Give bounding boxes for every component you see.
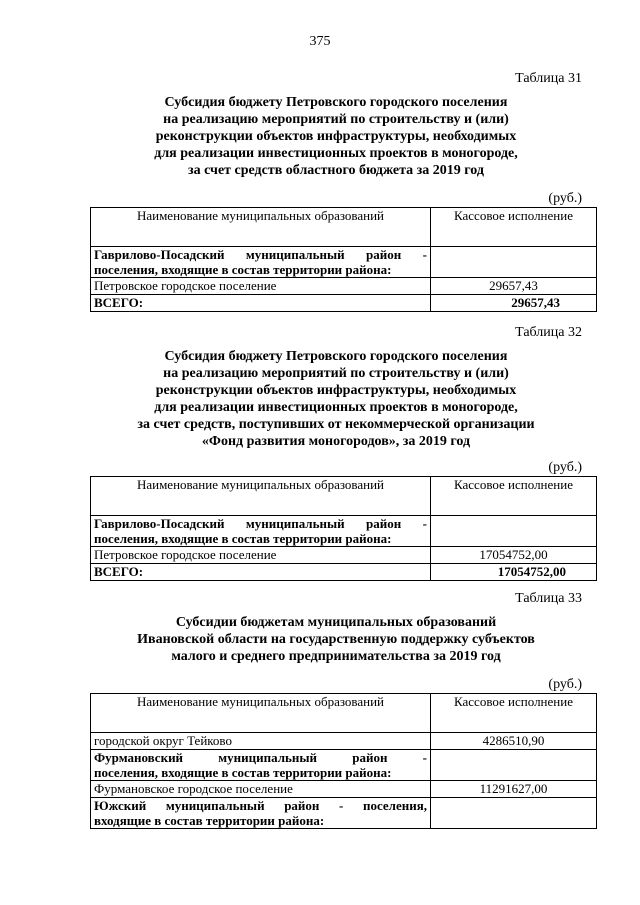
column-header-name: Наименование муниципальных образований [91, 208, 431, 247]
data-table [90, 476, 597, 581]
group-value-cell [431, 750, 597, 781]
row-value-cell: 11291627,00 [431, 781, 597, 798]
group-value-cell [431, 247, 597, 278]
row-value-cell: 17054752,00 [431, 547, 597, 564]
table-row-group [91, 516, 597, 547]
table-row [91, 278, 597, 295]
row-name-cell: Фурмановское городское поселение [91, 781, 431, 798]
table-row-group [91, 750, 597, 781]
table-header-row [91, 477, 597, 516]
table-31-section [90, 70, 582, 312]
table-row [91, 781, 597, 798]
column-header-name: Наименование муниципальных образований [91, 477, 431, 516]
unit-label: (руб.) [548, 191, 582, 206]
total-label-cell: ВСЕГО: [91, 295, 431, 312]
row-name-cell: Петровское городское поселение [91, 278, 431, 295]
table-header-row [91, 694, 597, 733]
table-header-row [91, 208, 597, 247]
data-table [90, 207, 597, 312]
total-label-cell: ВСЕГО: [91, 564, 431, 581]
table-row [91, 733, 597, 750]
table-label: Таблица 31 [515, 71, 582, 86]
table-row-group [91, 247, 597, 278]
table-title: Субсидии бюджетам муниципальных образований Ивановской области на государственную поддержку субъектов малого и среднего предпринимательства за 2019 год [137, 615, 535, 664]
table-32-section [90, 324, 582, 581]
table-row-group [91, 798, 597, 829]
table-label: Таблица 32 [515, 325, 582, 340]
group-name-cell: Гаврилово-Посадский муниципальный район - поселения, входящие в состав территории района: [91, 247, 431, 278]
unit-label: (руб.) [548, 677, 582, 692]
total-value-cell: 29657,43 [431, 295, 597, 312]
column-header-value: Кассовое исполнение [431, 694, 597, 733]
row-name-cell: городской округ Тейково [91, 733, 431, 750]
group-value-cell [431, 798, 597, 829]
group-name-cell: Фурмановский муниципальный район - поселения, входящие в состав территории района: [91, 750, 431, 781]
table-title: Субсидия бюджету Петровского городского поселения на реализацию мероприятий по строительству и (или) реконструкции объектов инфраструктуры, необходимых для реализации инвестиционных проектов в моногороде, за счет средств, поступивших от некоммерческой организации «Фонд развития моногородов», за 2019 год [137, 349, 535, 449]
table-label: Таблица 33 [515, 591, 582, 606]
table-row [91, 547, 597, 564]
total-value-cell: 17054752,00 [431, 564, 597, 581]
data-table [90, 693, 597, 829]
column-header-value: Кассовое исполнение [431, 208, 597, 247]
column-header-name: Наименование муниципальных образований [91, 694, 431, 733]
column-header-value: Кассовое исполнение [431, 477, 597, 516]
row-name-cell: Петровское городское поселение [91, 547, 431, 564]
row-value-cell: 4286510,90 [431, 733, 597, 750]
table-total-row [91, 564, 597, 581]
page-number: 375 [309, 34, 331, 49]
group-name-cell: Южский муниципальный район - поселения, входящие в состав территории района: [91, 798, 431, 829]
row-value-cell: 29657,43 [431, 278, 597, 295]
table-33-section [90, 590, 582, 829]
unit-label: (руб.) [548, 460, 582, 475]
group-value-cell [431, 516, 597, 547]
table-total-row [91, 295, 597, 312]
group-name-cell: Гаврилово-Посадский муниципальный район - поселения, входящие в состав территории района: [91, 516, 431, 547]
table-title: Субсидия бюджету Петровского городского поселения на реализацию мероприятий по строительству и (или) реконструкции объектов инфраструктуры, необходимых для реализации инвестиционных проектов в моногороде, за счет средств областного бюджета за 2019 год [154, 95, 518, 178]
